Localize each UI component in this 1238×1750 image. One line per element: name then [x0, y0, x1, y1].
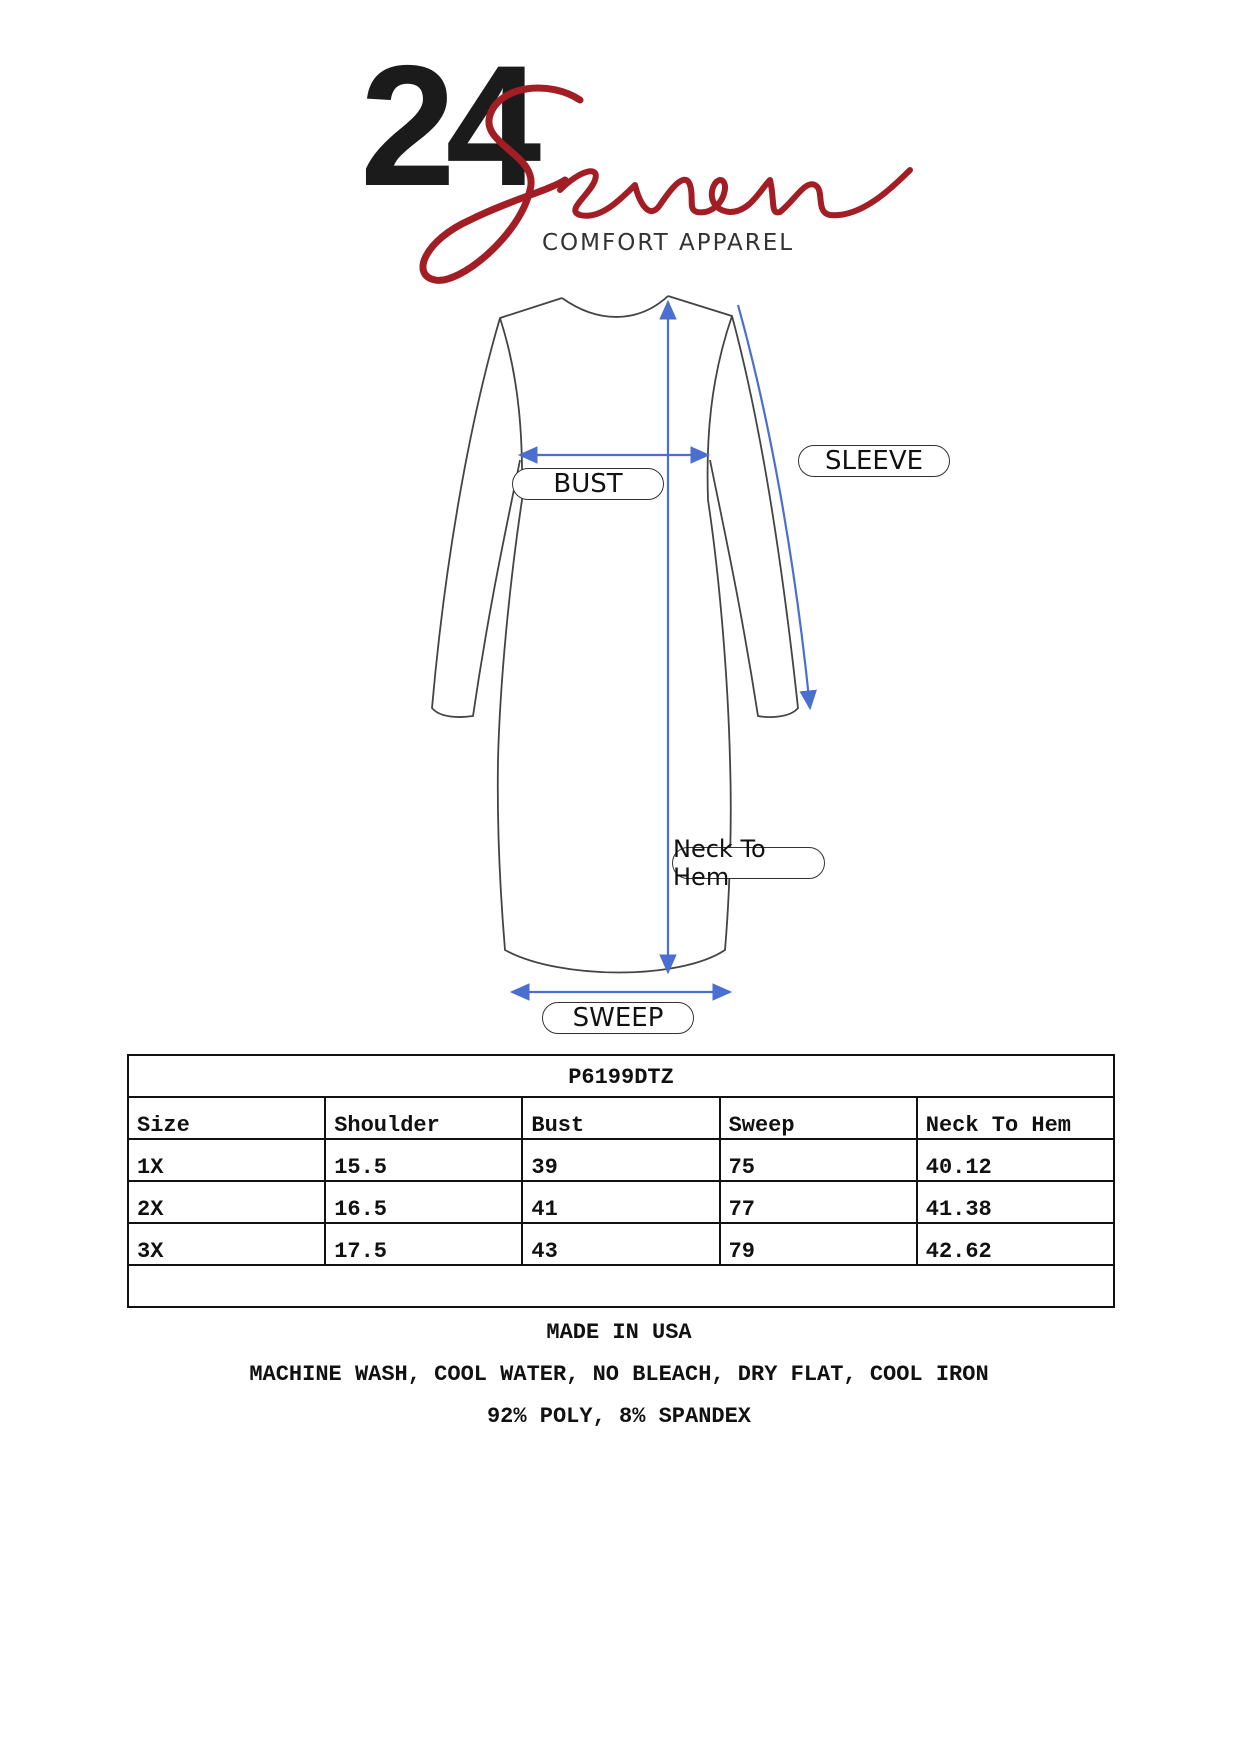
- cell-neck-to-hem: 40.12: [917, 1139, 1114, 1181]
- care-note: MACHINE WASH, COOL WATER, NO BLEACH, DRY FLAT, COOL IRON: [249, 1362, 989, 1387]
- origin-note: MADE IN USA: [546, 1320, 692, 1345]
- neck-to-hem-label: Neck To Hem: [672, 847, 825, 879]
- empty-cell: [128, 1265, 1114, 1307]
- cell-bust: 39: [522, 1139, 719, 1181]
- header-sweep: Sweep: [720, 1097, 917, 1139]
- cell-size: 3X: [128, 1223, 325, 1265]
- header-bust: Bust: [522, 1097, 719, 1139]
- table-row: [128, 1181, 1114, 1223]
- cell-shoulder: 17.5: [325, 1223, 522, 1265]
- cell-bust: 41: [522, 1181, 719, 1223]
- cell-sweep: 75: [720, 1139, 917, 1181]
- bust-label: BUST: [512, 468, 664, 500]
- cell-shoulder: 15.5: [325, 1139, 522, 1181]
- model-number: P6199DTZ: [128, 1055, 1114, 1097]
- size-chart-table: [127, 1054, 1115, 1308]
- sleeve-label: SLEEVE: [798, 445, 950, 477]
- cell-bust: 43: [522, 1223, 719, 1265]
- logo-tagline: COMFORT APPAREL: [542, 230, 795, 256]
- product-notes: [0, 1312, 1238, 1438]
- cell-neck-to-hem: 42.62: [917, 1223, 1114, 1265]
- table-header-row: [128, 1097, 1114, 1139]
- cell-neck-to-hem: 41.38: [917, 1181, 1114, 1223]
- table-title-row: [128, 1055, 1114, 1097]
- cell-size: 2X: [128, 1181, 325, 1223]
- cell-shoulder: 16.5: [325, 1181, 522, 1223]
- table-empty-row: [128, 1265, 1114, 1307]
- sweep-label: SWEEP: [542, 1002, 694, 1034]
- table-row: [128, 1223, 1114, 1265]
- cell-sweep: 79: [720, 1223, 917, 1265]
- table-row: [128, 1139, 1114, 1181]
- header-size: Size: [128, 1097, 325, 1139]
- header-shoulder: Shoulder: [325, 1097, 522, 1139]
- header-neck-to-hem: Neck To Hem: [917, 1097, 1114, 1139]
- logo-number: 24: [360, 30, 532, 222]
- fabric-note: 92% POLY, 8% SPANDEX: [486, 1404, 752, 1429]
- cell-size: 1X: [128, 1139, 325, 1181]
- cell-sweep: 77: [720, 1181, 917, 1223]
